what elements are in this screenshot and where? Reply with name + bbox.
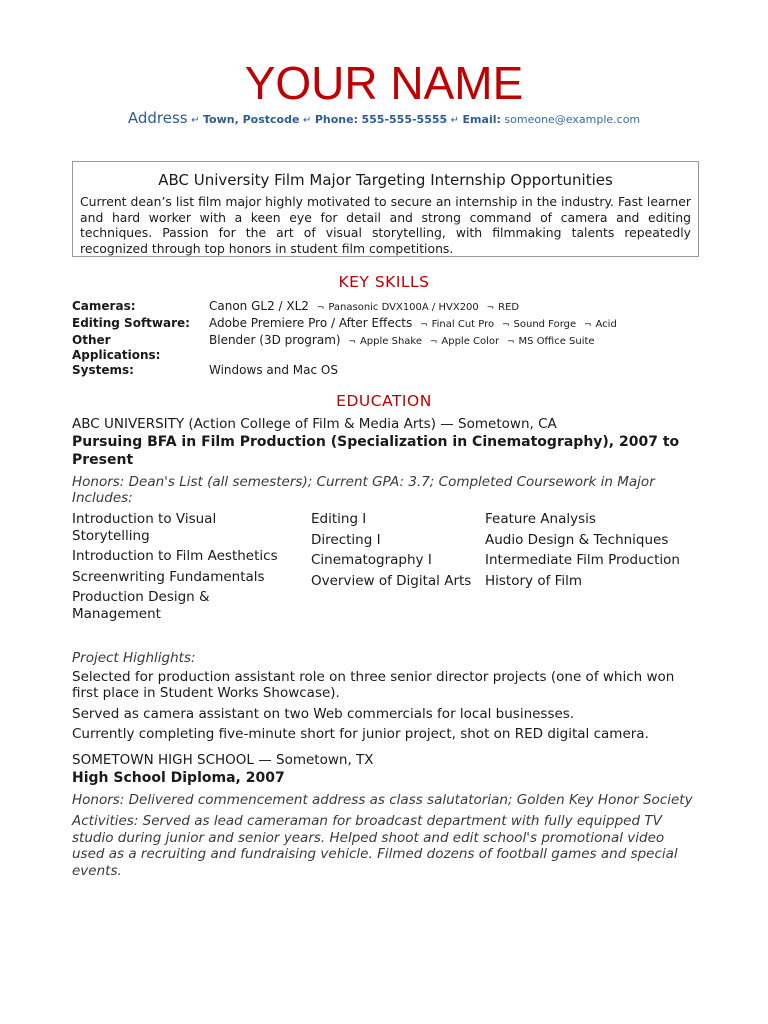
skill-item: Sound Forge xyxy=(513,319,577,330)
course-column xyxy=(311,511,476,593)
university-degree: Pursuing BFA in Film Production (Specialization in Cinematography), 2007 to Present xyxy=(72,433,680,468)
skill-row-other xyxy=(72,333,692,363)
skill-item: Canon GL2 / XL2 xyxy=(209,299,309,313)
line-break-icon: ↵ xyxy=(302,115,312,126)
skill-item: MS Office Suite xyxy=(518,336,595,347)
skill-label: Other Applications: xyxy=(72,333,161,362)
skill-value xyxy=(209,363,692,378)
skill-item: Apple Shake xyxy=(359,336,422,347)
course-item: Cinematography I xyxy=(311,552,432,568)
summary-title: ABC University Film Major Targeting Internship Opportunities xyxy=(158,171,613,189)
course-item: Screenwriting Fundamentals xyxy=(72,568,265,585)
phone-number: 555-555-5555 xyxy=(361,113,448,126)
bullet-icon: ¬ xyxy=(420,320,428,330)
skill-row-editing xyxy=(72,316,692,333)
course-item: Production Design & Management xyxy=(72,589,210,622)
university-line: ABC UNIVERSITY (Action College of Film & Media Arts) — Sometown, CA xyxy=(72,416,557,432)
skill-label: Cameras: xyxy=(72,299,136,313)
address: Address xyxy=(127,109,188,127)
course-column xyxy=(72,511,297,626)
skill-row-cameras xyxy=(72,299,692,316)
course-item: Directing I xyxy=(311,531,381,548)
bullet-icon: ¬ xyxy=(506,337,515,347)
skill-item: Final Cut Pro xyxy=(431,319,495,330)
project-item: Served as camera assistant on two Web commercials for local businesses. xyxy=(72,705,575,722)
key-skills-heading: KEY SKILLS xyxy=(338,273,430,291)
skill-value xyxy=(209,299,692,316)
phone-label: Phone: xyxy=(314,113,358,126)
high-school-degree: High School Diploma, 2007 xyxy=(72,769,285,786)
skill-item: RED xyxy=(498,302,520,313)
skills-table xyxy=(72,299,692,378)
bullet-icon: ¬ xyxy=(429,337,438,347)
course-item: Introduction to Film Aesthetics xyxy=(72,548,278,564)
bullet-icon: ¬ xyxy=(316,303,325,313)
bullet-icon: ¬ xyxy=(501,320,510,330)
high-school-honors: Honors: Delivered commencement address as class salutatorian; Golden Key Honor Society xyxy=(72,791,693,808)
skill-label: Systems: xyxy=(72,363,134,377)
skill-label: Editing Software: xyxy=(72,316,190,330)
contact-line xyxy=(0,109,768,130)
course-column xyxy=(485,511,697,593)
summary-text: Current dean’s list film major highly motivated to secure an internship in the industry. Fast learner and hard worker with a keen eye for detail and strong command of camera and editing techniques. Passion for the art of visual storytelling, with filmmaking talents repeatedly recognized through top honors in student film competitions. xyxy=(80,194,691,256)
course-item: Audio Design & Techniques xyxy=(485,531,669,548)
high-school-activities: Activities: Served as lead cameraman for broadcast department with fully equipped TV studio during junior and senior years. Helped shoot and edit school's promotional video used as a recruiting and fundraising vehicle. Filmed dozens of football games and special events. xyxy=(72,813,678,879)
bullet-icon: ¬ xyxy=(486,303,495,313)
project-label: Project Highlights: xyxy=(72,650,196,666)
town-postcode: Town, Postcode xyxy=(203,113,300,126)
summary-box xyxy=(72,161,699,257)
skill-item: Apple Color xyxy=(441,336,500,347)
education-heading: EDUCATION xyxy=(336,392,432,410)
skill-value xyxy=(209,316,692,333)
skill-item: Panasonic DVX100A / HVX200 xyxy=(328,302,479,313)
university-honors: Honors: Dean's List (all semesters); Current GPA: 3.7; Completed Coursework in Major Includes: xyxy=(72,473,655,506)
email-label: Email: xyxy=(462,113,501,126)
high-school-block xyxy=(72,752,697,879)
bullet-icon: ¬ xyxy=(583,320,592,330)
skill-row-systems xyxy=(72,363,692,378)
skill-item: Acid xyxy=(595,319,617,330)
skill-item: Adobe Premiere Pro / After Effects xyxy=(209,316,413,330)
course-item: Overview of Digital Arts xyxy=(311,572,472,589)
course-item: Intermediate Film Production xyxy=(485,552,680,568)
skill-item: Blender (3D program) xyxy=(209,333,341,347)
project-item: Currently completing five-minute short for junior project, shot on RED digital camera. xyxy=(72,726,649,742)
skill-value xyxy=(209,333,692,350)
line-break-icon: ↵ xyxy=(450,115,460,126)
university-block xyxy=(72,416,697,507)
bullet-icon: ¬ xyxy=(348,337,356,347)
skill-item: Windows and Mac OS xyxy=(209,363,338,377)
course-item: Feature Analysis xyxy=(485,511,596,527)
course-item: Editing I xyxy=(311,511,367,527)
project-highlights xyxy=(72,650,697,743)
course-item: History of Film xyxy=(485,572,583,589)
course-item: Introduction to Visual Storytelling xyxy=(72,511,217,544)
resume-name: YOUR NAME xyxy=(244,57,524,109)
project-item: Selected for production assistant role on three senior director projects (one of which won first place in Student Works Showcase). xyxy=(72,668,675,701)
high-school-line: SOMETOWN HIGH SCHOOL — Sometown, TX xyxy=(72,752,374,768)
email-address[interactable]: someone@example.com xyxy=(504,113,641,126)
line-break-icon: ↵ xyxy=(191,115,200,126)
